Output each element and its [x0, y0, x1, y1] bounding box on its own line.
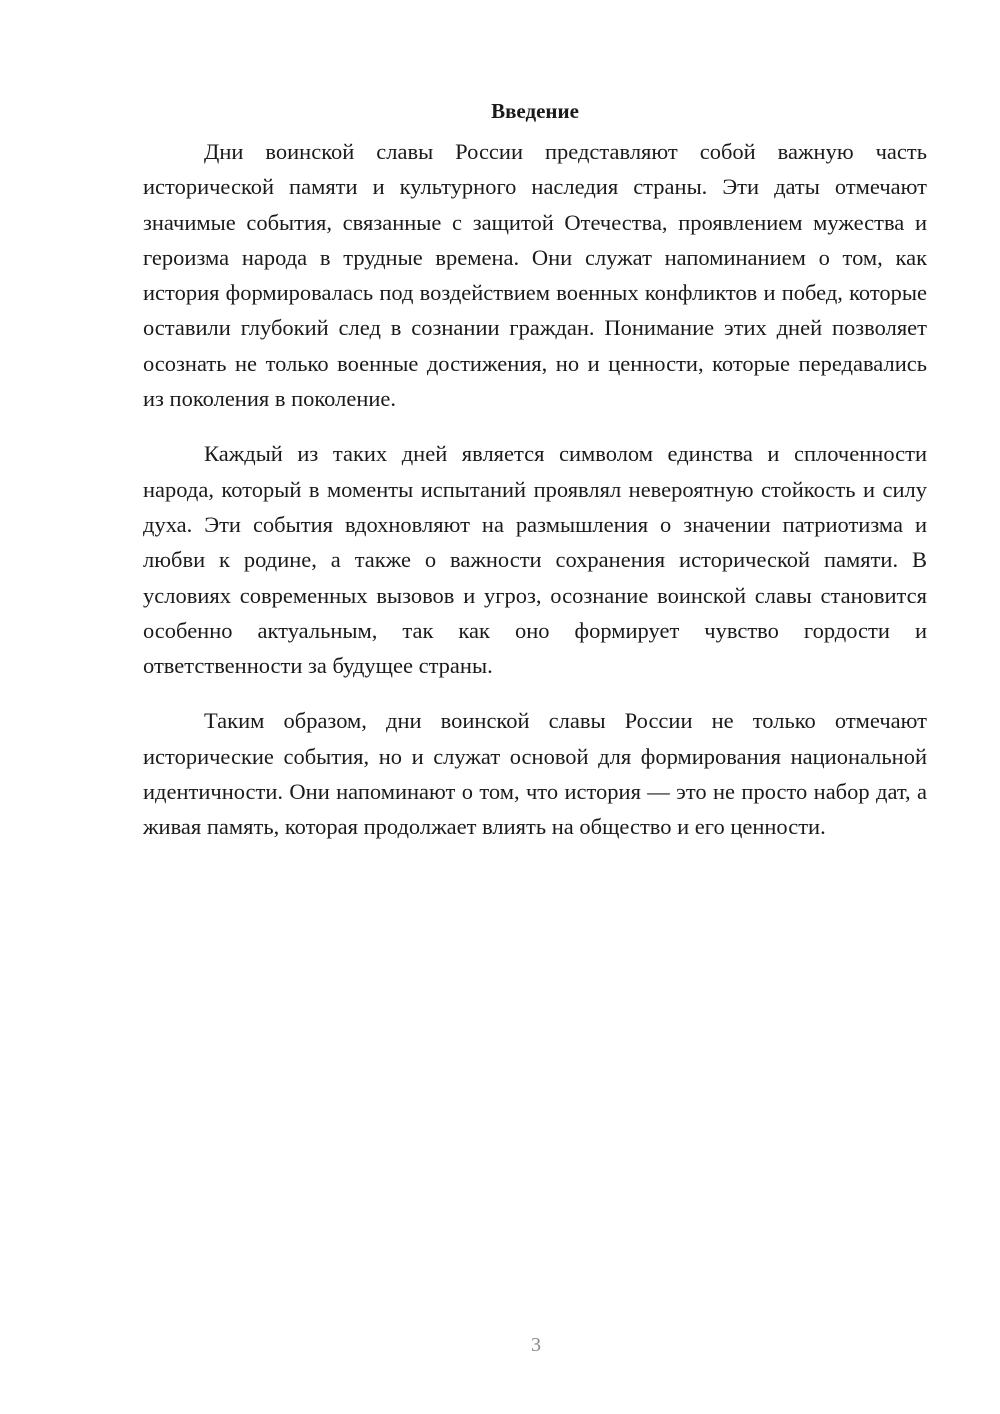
paragraph-1: Дни воинской славы России представляют собой важную часть исторической памяти и культурного наследия страны. Эти даты отмечают значимые события, связанные с защитой Отечества, проявлением мужества и героизма народа в трудные времена. Они служат напоминанием о том, как история формировалась под воздействием военных конфликтов и побед, которые оставили глубокий след в сознании граждан. Понимание этих дней позволяет осознать не только военные достижения, но и ценности, которые передавались из поколения в поколение.	[143, 139, 927, 412]
section-heading: Введение	[491, 99, 579, 123]
page-number: 3	[531, 1334, 541, 1356]
paragraph-2: Каждый из таких дней является символом единства и сплоченности народа, который в моменты испытаний проявлял невероятную стойкость и силу духа. Эти события вдохновляют на размышления о значении патриотизма и любви к родине, а также о важности сохранения исторической памяти. В условиях современных вызовов и угроз, осознание воинской славы становится особенно актуальным, так как оно формирует чувство гордости и ответственности за будущее страны.	[143, 441, 927, 679]
paragraph-3: Таким образом, дни воинской славы России не только отмечают исторические события, но и служат основой для формирования национальной идентичности. Они напоминают о том, что история — это не просто набор дат, а живая память, которая продолжает влиять на общество и его ценности.	[143, 708, 927, 840]
page-content	[143, 96, 927, 865]
